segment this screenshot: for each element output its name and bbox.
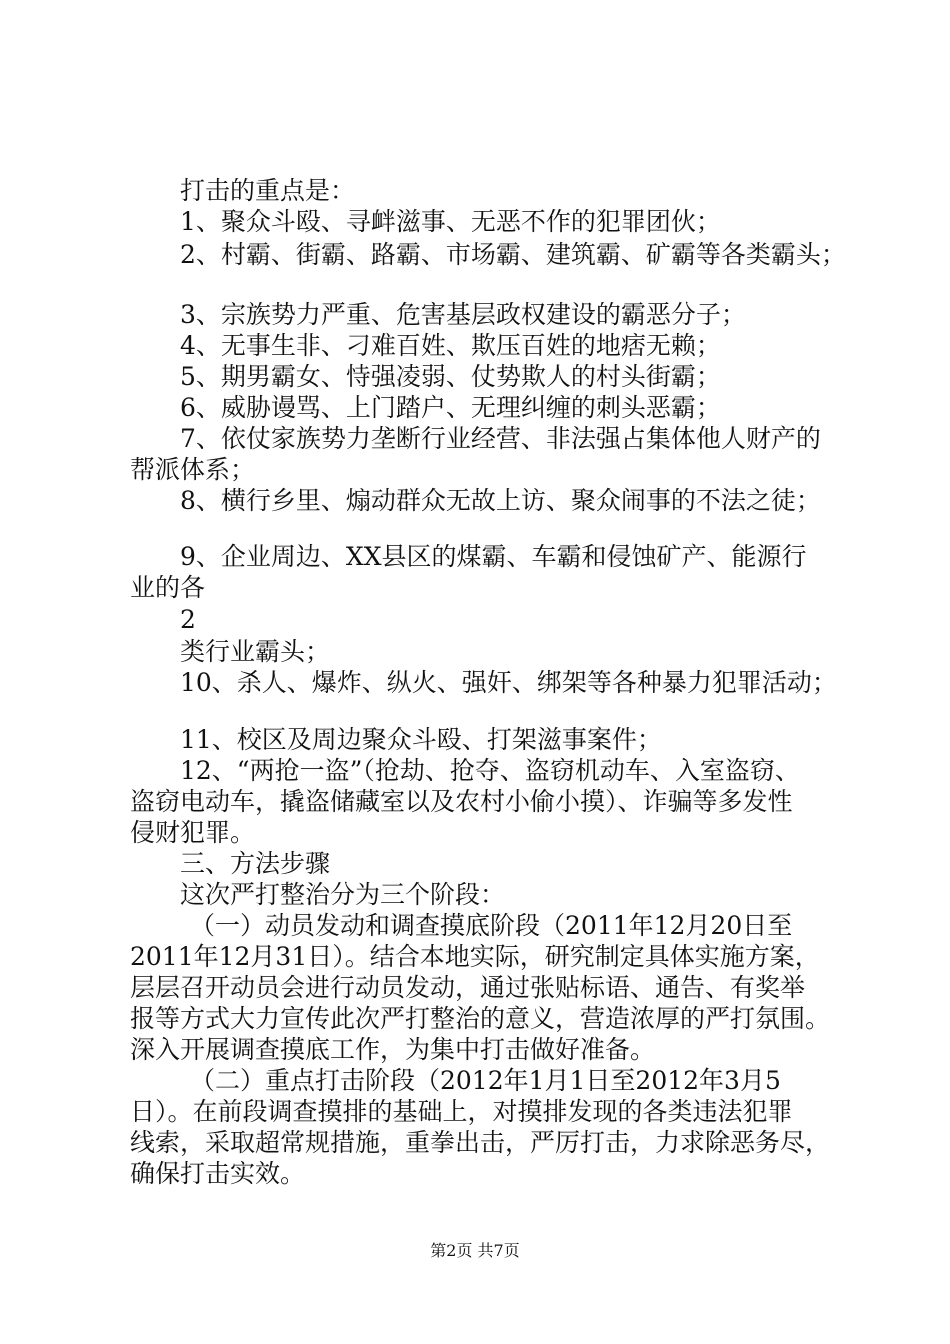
paragraph-line: 3、宗族势力严重、危害基层政权建设的霸恶分子；	[180, 300, 746, 329]
paragraph-line: 2、村霸、街霸、路霸、市场霸、建筑霸、矿霸等各类霸头；	[180, 240, 846, 269]
paragraph-line: （一）动员发动和调查摸底阶段（2011年12月20日至	[190, 911, 793, 940]
paragraph-line: 帮派体系；	[130, 455, 256, 484]
paragraph-line: 6、威胁谩骂、上门踏户、无理纠缠的刺头恶霸；	[180, 393, 721, 422]
paragraph-line: 5、期男霸女、恃强凌弱、仗势欺人的村头街霸；	[180, 362, 721, 391]
paragraph-line: （二）重点打击阶段（2012年1月1日至2012年3月5	[190, 1066, 781, 1095]
paragraph-line: 这次严打整治分为三个阶段：	[180, 880, 506, 909]
inline-page-number: 2	[180, 605, 196, 634]
paragraph-line: 12、“两抢一盗”（抢劫、抢夺、盗窃机动车、入室盗窃、	[180, 756, 800, 785]
page-footer: 第2页 共7页	[430, 1241, 520, 1260]
paragraph-line: 打击的重点是：	[180, 176, 356, 205]
paragraph-line: 7、依仗家族势力垄断行业经营、非法强占集体他人财产的	[180, 424, 821, 453]
paragraph-line: 确保打击实效。	[130, 1159, 306, 1188]
paragraph-line: 层层召开动员会进行动员发动，通过张贴标语、通告、有奖举	[130, 973, 806, 1002]
paragraph-line: 11、校区及周边聚众斗殴、打架滋事案件；	[180, 725, 662, 754]
paragraph-line: 业的各	[130, 573, 206, 602]
paragraph-line: 2011年12月31日）。结合本地实际，研究制定具体实施方案，	[130, 942, 820, 971]
paragraph-line: 1、聚众斗殴、寻衅滋事、无恶不作的犯罪团伙；	[180, 207, 721, 236]
paragraph-line: 深入开展调查摸底工作，为集中打击做好准备。	[130, 1035, 656, 1064]
section-heading: 三、方法步骤	[180, 849, 331, 878]
paragraph-line: 侵财犯罪。	[130, 818, 256, 847]
paragraph-line: 9、企业周边、XX县区的煤霸、车霸和侵蚀矿产、能源行	[180, 542, 807, 571]
paragraph-line: 日）。在前段调查摸排的基础上，对摸排发现的各类违法犯罪	[130, 1097, 793, 1126]
paragraph-line: 10、杀人、爆炸、纵火、强奸、绑架等各种暴力犯罪活动；	[180, 668, 837, 697]
paragraph-line: 盗窃电动车，撬盗储藏室以及农村小偷小摸）、诈骗等多发性	[130, 787, 793, 816]
paragraph-line: 线索，采取超常规措施，重拳出击，严厉打击，力求除恶务尽，	[130, 1128, 831, 1157]
paragraph-line: 报等方式大力宣传此次严打整治的意义，营造浓厚的严打氛围。	[130, 1004, 831, 1033]
paragraph-line: 8、横行乡里、煽动群众无故上访、聚众闹事的不法之徒；	[180, 486, 821, 515]
paragraph-line: 4、无事生非、刁难百姓、欺压百姓的地痞无赖；	[180, 331, 721, 360]
paragraph-line: 类行业霸头；	[180, 637, 331, 666]
